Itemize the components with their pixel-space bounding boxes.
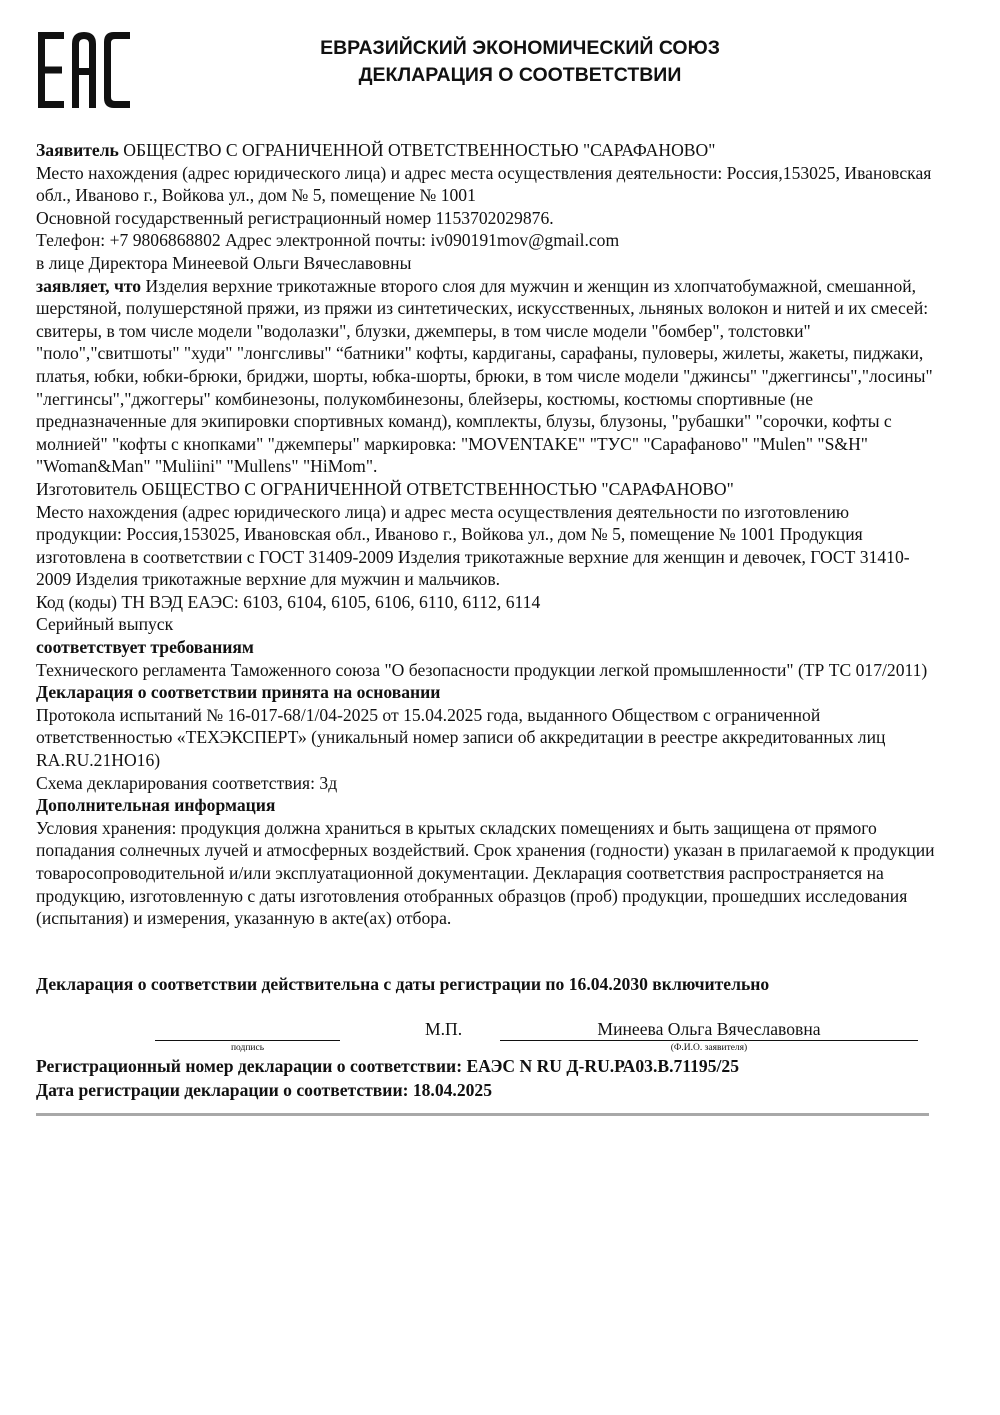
basis-label: Декларация о соответствии принята на основании xyxy=(36,682,441,703)
basis-text: Протокола испытаний № 16-017-68/1/04-2025 от 15.04.2025 года, выданного Обществом с ограниченной ответственностью «ТЕХЭКСПЕРТ» (уникальный номер записи об аккредитации в реестре аккредитованных лиц RA.RU.21НО16) xyxy=(36,704,886,771)
applicant-contacts: Телефон: +7 9806868802 Адрес электронной почты: iv090191mov@gmail.com xyxy=(36,230,620,251)
applicant-representative: в лице Директора Минеевой Ольги Вячеславовны xyxy=(36,252,412,273)
compliance-label: соответствует требованиям xyxy=(36,637,254,658)
applicant-label: Заявитель xyxy=(36,140,119,160)
additional-text: Условия хранения: продукция должна храниться в крытых складских помещениях и быть защищена от прямого попадания солнечных лучей и атмосферных воздействий. Срок хранения (годности) указан в прилагаемой к продукции товаросопроводительной и/или эксплуатационной документации. Декларация соответствия распространяется на продукцию, изготовленную с даты изготовления отобранных образцов (проб) продукции, прошедших исследования (испытания) и измерения, указанную в акте(ах) отбора. xyxy=(36,817,935,929)
signature-line xyxy=(155,1040,340,1041)
applicant-address: Место нахождения (адрес юридического лица) и адрес места осуществления деятельности: Россия,153025, Ивановская обл., Иваново г., Войкова ул., дом № 5, помещение № 1001 xyxy=(36,162,932,206)
production-type: Серийный выпуск xyxy=(36,614,174,635)
hs-codes: Код (коды) ТН ВЭД ЕАЭС: 6103, 6104, 6105, 6106, 6110, 6112, 6114 xyxy=(36,591,541,612)
header-document-title: ДЕКЛАРАЦИЯ О СООТВЕТСТВИИ xyxy=(358,64,682,86)
bottom-divider xyxy=(36,1113,929,1116)
manufacturer-address: Место нахождения (адрес юридического лица) и адрес места осуществления деятельности по изготовлению продукции: Россия,153025, Ивановская обл., Иваново г., Войкова ул., дом № 5, помещение № 1001 Продукция изготовлена в соответствии с ГОСТ 31409-2009 Изделия трикотажные верхние для женщин и девочек, ГОСТ 31410-2009 Изделия трикотажные верхние для мужчин и мальчиков. xyxy=(36,501,910,590)
signature-caption: подпись xyxy=(230,1043,265,1053)
signatory-name-line xyxy=(500,1040,918,1041)
declares-text: Изделия верхние трикотажные второго слоя для мужчин и женщин из хлопчатобумажной, смешанной, шерстяной, полушерстяной пряжи, из пряжи из синтетических, искусственных, льняных волокон и нитей и их смесей: свитеры, в том числе модели "водолазки", блузки, джемперы, в том числе модели "бомбер", толстовки" "поло","свитшоты" "худи" "лонгсливы" “батники" кофты, кардиганы, сарафаны, пуловеры, жилеты, жакеты, пиджаки, платья, юбки, юбки-брюки, бриджи, шорты, юбка-шорты, брюки, в том числе модели "джинсы" "джеггинсы","лосины" "леггинсы","джоггеры" комбинезоны, полукомбинезоны, блейзеры, костюмы, костюмы спортивные (не предназначенные для экипировки спортивных команд), комплекты, блузы, блузоны, "рубашки" "сорочки, кофты с молнией" "кофты с кнопками" "джемперы" маркировка: "MOVENTAKE" "ТУС" "Сарафаново" "Mulen" "S&H" "Woman&Man" "Muliini" "Mullens" "HiMom". xyxy=(36,275,933,477)
validity-statement: Декларация о соответствии действительна с даты регистрации по 16.04.2030 включительно xyxy=(36,974,770,994)
basis-scheme: Схема декларирования соответствия: 3д xyxy=(36,772,338,793)
declares-label: заявляет, что xyxy=(36,275,142,296)
applicant-line xyxy=(36,139,936,162)
stamp-place-label: М.П. xyxy=(425,1019,463,1039)
signatory-name-caption: (Ф.И.О. заявителя) xyxy=(670,1043,748,1053)
applicant-name: ОБЩЕСТВО С ОГРАНИЧЕННОЙ ОТВЕТСТВЕННОСТЬЮ "САРАФАНОВО" xyxy=(118,140,716,160)
signatory-name: Минеева Ольга Вячеславовна xyxy=(597,1019,821,1039)
declaration-body xyxy=(36,139,936,930)
manufacturer-name: Изготовитель ОБЩЕСТВО С ОГРАНИЧЕННОЙ ОТВЕТСТВЕННОСТЬЮ "САРАФАНОВО" xyxy=(36,478,734,499)
header-union-title: ЕВРАЗИЙСКИЙ ЭКОНОМИЧЕСКИЙ СОЮЗ xyxy=(320,37,720,59)
registration-date: Дата регистрации декларации о соответствии: 18.04.2025 xyxy=(36,1080,493,1100)
registration-number: Регистрационный номер декларации о соответствии: ЕАЭС N RU Д-RU.РА03.В.71195/25 xyxy=(36,1056,740,1076)
compliance-text: Технического регламента Таможенного союза "О безопасности продукции легкой промышленности" (ТР ТС 017/2011) xyxy=(36,659,928,680)
declares-paragraph xyxy=(36,275,936,478)
additional-label: Дополнительная информация xyxy=(36,795,276,816)
eac-logo xyxy=(36,30,132,110)
applicant-ogrn: Основной государственный регистрационный номер 1153702029876. xyxy=(36,207,554,228)
